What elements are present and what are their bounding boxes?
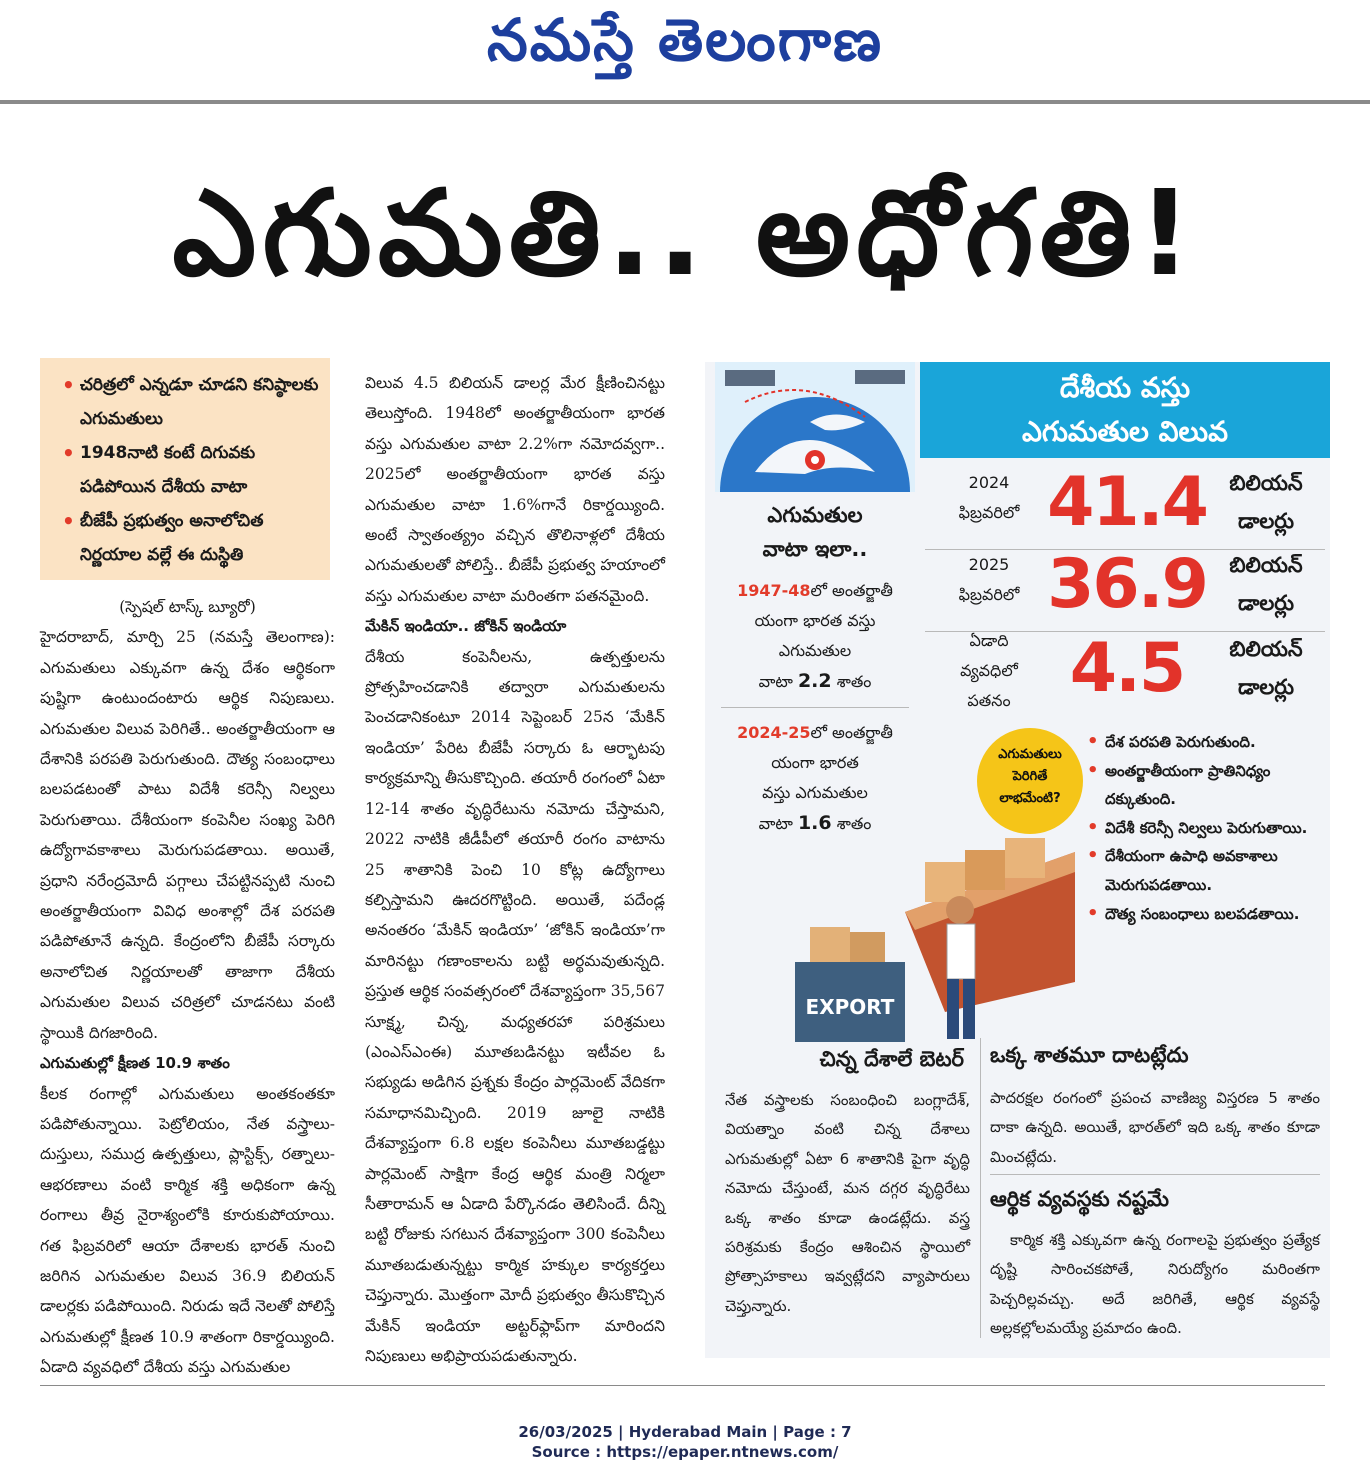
- byline: (స్పెషల్‌ టాస్క్‌ బ్యూరో): [119, 598, 256, 616]
- one-percent-body: పాదరక్షల రంగంలో ప్రపంచ వాణిజ్య విస్తరణ 5 శాతం దాకా ఉన్నది. అయితే, భారత్‌లో ఇది ఒక్క శాతం కూడా మించట్లేదు.: [990, 1089, 1320, 1166]
- infographic-panel: [705, 362, 1330, 1358]
- masthead: [0, 0, 1370, 100]
- one-percent-title: ఒక్క శాతమూ దాటట్లేదు: [990, 1043, 1189, 1067]
- share-text: శాతం: [836, 814, 872, 833]
- small-countries-body: నేత వస్త్రాలకు సంబంధించి బంగ్లాదేశ్‌, వియత్నాం వంటి చిన్న దేశాలు ఎగుమతుల్లో ఏటా 6 శాతానికి పైగా వృద్ధి నమోదు చేస్తుంటే, మన దగ్గర వృద్ధిరేటు ఒక్క శాతం కూడా ఉండట్లేదు. వస్త్ర పరిశ్రమకు కేంద్రం ఆశించిన స్థాయిలో ప్రోత్సాహకాలు ఇవ్వట్లేదని వ్యాపారులు చెప్తున్నారు.: [725, 1091, 970, 1315]
- stat-unit-line: డాలర్లు: [1237, 509, 1295, 533]
- highlights-box: [40, 358, 330, 580]
- infographic-title-line: దేశీయ వస్తు: [1059, 371, 1191, 404]
- footer-rule: [40, 1385, 1325, 1386]
- small-countries-title: చిన్న దేశాలే బెటర్‌: [819, 1047, 964, 1071]
- stat-value: 41.4: [1047, 463, 1207, 542]
- benefit-badge: [977, 728, 1083, 834]
- article-column-2: [365, 368, 665, 1371]
- share-text: వాటా: [758, 814, 793, 833]
- globe-illustration: [715, 362, 915, 492]
- share-percent: 2.2: [797, 670, 832, 692]
- share-year: 2024-25: [737, 723, 811, 742]
- article-paragraph: కీలక రంగాల్లో ఎగుమతులు అంతకంతకూ పడిపోతున్నాయి. పెట్రోలియం, నేత వస్త్రాలు-దుస్తులు, సముద్ర ఉత్పత్తులు, ప్లాస్టిక్స్‌, రత్నాలు-ఆభరణాలు వంటి కార్మిక శక్తి అధికంగా ఉన్న రంగాలు తీవ్ర నైరాశ్యంలోకి కూరుకుపోయాయి. గత ఫిబ్రవరిలో ఆయా దేశాలకు భారత్‌ నుంచి జరిగిన ఎగుమతుల విలువ 36.9 బిలియన్‌ డాలర్లకు పడిపోయింది. నిరుడు ఇదే నెలతో పోలిస్తే ఎగుమతుల్లో క్షీణత 10.9 శాతంగా రికార్డయ్యింది. ఏడాది వ్యవధిలో దేశీయ వస్తు ఎగుమతుల: [40, 1084, 335, 1377]
- share-text: లో అంతర్జాతీ: [810, 581, 893, 600]
- panel-divider: [990, 1174, 1320, 1175]
- export-label: EXPORT: [805, 995, 895, 1019]
- footer-source: Source : https://epaper.ntnews.com/: [531, 1443, 839, 1461]
- stat-label: [939, 468, 1039, 528]
- stat-label-month: ఫిబ్రవరిలో: [958, 585, 1020, 604]
- share-text: లో అంతర్జాతీ: [810, 723, 893, 742]
- stat-row: [925, 624, 1325, 716]
- stat-label: [939, 626, 1039, 716]
- stat-value: 4.5: [1069, 629, 1185, 708]
- stat-unit: [1211, 546, 1321, 622]
- footer: [0, 1422, 1370, 1462]
- footer-date-edition: 26/03/2025 | Hyderabad Main | Page : 7: [518, 1423, 852, 1441]
- article-subhead: ఎగుమతుల్లో క్షీణత 10.9 శాతం: [40, 1054, 230, 1073]
- highlight-item: • చరిత్రలో ఎన్నడూ చూడని కనిష్ఠాలకు ఎగుమతులు: [62, 368, 320, 436]
- stat-row: [925, 540, 1325, 632]
- stat-label-year: 2024: [968, 473, 1010, 492]
- stat-label-line: ఏడాది: [969, 631, 1009, 650]
- badge-line: పెరిగితే: [1012, 769, 1048, 784]
- article-paragraph: హైదరాబాద్‌, మార్చి 25 (నమస్తే తెలంగాణ): ఎగుమతులు ఎక్కువగా ఉన్న దేశం ఆర్థికంగా పుష్టిగా ఉంటుందంటారు ఆర్థిక నిపుణులు. ఎగుమతుల విలువ పెరిగితే.. అంతర్జాతీయంగా ఆ దేశానికి పరపతి పెరుగుతుంది. దౌత్య సంబంధాలు బలపడటంతో పాటు విదేశీ కరెన్సీ నిల్వలు పెరుగుతాయి. దేశీయంగా కంపెనీల సంఖ్య పెరిగి ఉద్యోగావకాశాలు మెరుగుపడతాయి. అయితే, ప్రధాని నరేంద్రమోదీ పగ్గాలు చేపట్టినప్పటి నుంచి అంతర్జాతీయంగా వివిధ అంశాల్లో దేశ పరపతి పడిపోతూనే ఉన్నది. కేంద్రంలోని బీజేపీ సర్కారు అనాలోచిత నిర్ణయాలతో తాజాగా దేశీయ ఎగుమతుల విలువ చరిత్రలో చూడనటు వంటి స్థాయికి దిగజారింది.: [40, 628, 335, 1042]
- benefits-list: [1085, 728, 1325, 928]
- share-title-line: ఎగుమతుల: [767, 503, 863, 527]
- infographic-title-line: ఎగుమతుల విలువ: [1022, 415, 1228, 448]
- stat-label-year: 2025: [968, 555, 1010, 574]
- newspaper-name: నమస్తే తెలంగాణ: [487, 6, 883, 74]
- stat-label-line: వ్యవధిలో: [960, 661, 1018, 680]
- share-section: [715, 492, 915, 839]
- stat-unit-line: బిలియన్‌: [1229, 553, 1303, 577]
- stat-value: 36.9: [1047, 545, 1207, 624]
- share-year: 1947-48: [737, 581, 811, 600]
- headline: ఎగుమతి.. అధోగతి!: [172, 164, 1198, 302]
- panel-divider: [980, 1038, 981, 1338]
- stat-label: [939, 550, 1039, 610]
- badge-line: ఎగుమతులు: [998, 747, 1062, 762]
- share-text: వాటా: [758, 672, 793, 691]
- highlight-item: • బీజేపీ ప్రభుత్వం అనాలోచిత నిర్ణయాల వల్లే ఈ దుస్థితి: [62, 504, 320, 572]
- stat-label-month: ఫిబ్రవరిలో: [958, 503, 1020, 522]
- benefit-item: • అంతర్జాతీయంగా ప్రాతినిధ్యం దక్కుతుంది.: [1085, 757, 1325, 814]
- share-title-line: వాటా ఇలా..: [762, 537, 868, 561]
- share-text: వస్తు ఎగుమతుల: [762, 783, 868, 802]
- infographic-title: [920, 362, 1330, 458]
- masthead-rule: [0, 100, 1370, 104]
- stat-unit-line: డాలర్లు: [1237, 675, 1295, 699]
- stat-unit: [1211, 464, 1321, 540]
- badge-line: లాభమేంటి?: [999, 791, 1061, 806]
- stat-unit-line: డాలర్లు: [1237, 591, 1295, 615]
- benefit-item: • దౌత్య సంబంధాలు బలపడతాయి.: [1085, 900, 1325, 929]
- stat-label-line: పతనం: [967, 691, 1011, 710]
- one-percent-box: [990, 1038, 1320, 1172]
- small-countries-box: [725, 1042, 970, 1321]
- stat-unit-line: బిలియన్‌: [1229, 637, 1303, 661]
- economy-loss-title: ఆర్థిక వ్యవస్థకు నష్టమే: [990, 1187, 1169, 1211]
- article-subhead: మేకిన్‌ ఇండియా.. జోకిన్‌ ఇండియా: [365, 617, 567, 636]
- benefit-item: • దేశ పరపతి పెరుగుతుంది.: [1085, 728, 1325, 757]
- benefit-item: • విదేశీ కరెన్సీ నిల్వలు పెరుగుతాయి.: [1085, 814, 1325, 843]
- share-title: [715, 498, 915, 566]
- share-text: యంగా భారత వస్తు: [754, 611, 876, 630]
- share-divider: [721, 707, 909, 708]
- share-1947: [715, 576, 915, 697]
- article-paragraph: దేశీయ కంపెనీలను, ఉత్పత్తులను ప్రోత్సహించడానికి తద్వారా ఎగుమతులను పెంచడానికంటూ 2014 సెప్టెంబర్‌ 25న ‘మేకిన్‌ ఇండియా’ పేరిట బీజేపీ సర్కారు ఓ ఆర్భాటపు కార్యక్రమాన్ని తీసుకొచ్చింది. తయారీ రంగంలో ఏటా 12-14 శాతం వృద్ధిరేటును నమోదు చేస్తామని, 2022 నాటికి జీడీపీలో తయారీ రంగం వాటాను 25 శాతానికి పెంచి 10 కోట్ల ఉద్యోగాలు కల్పిస్తామని ఊదరగొట్టింది. అయితే, పదేండ్ల అనంతరం ‘మేకిన్‌ ఇండియా’ ‘జోకిన్‌ ఇండియా’గా మారినట్టు గణాంకాలను బట్టి అర్థమవుతున్నది. ప్రస్తుత ఆర్థిక సంవత్సరంలో దేశవ్యాప్తంగా 35,567 సూక్ష్మ, చిన్న, మధ్యతరహా పరిశ్రమలు (ఎంఎస్‌ఎంఈ) మూతబడినట్టు ఇటీవల ఓ సభ్యుడు అడిగిన ప్రశ్నకు కేంద్రం పార్లమెంట్‌ వేదికగా సమాధానమిచ్చింది. 2019 జూలై నాటికి దేశవ్యాప్తంగా 6.8 లక్షల కంపెనీలు మూతబడ్డట్టు పార్లమెంట్‌ సాక్షిగా కేంద్ర ఆర్థిక మంత్రి నిర్మలా సీతారామన్‌ ఆ ఏడాది పేర్కొనడం తెలిసిందే. దీన్ని బట్టి రోజుకు సగటున దేశవ్యాప్తంగా 300 కంపెనీలు మూతబడుతున్నట్టు కార్మిక హక్కుల కార్యకర్తలు చెప్తున్నారు. మొత్తంగా మోదీ ప్రభుత్వం తీసుకొచ్చిన మేకిన్‌ ఇండియా అట్టర్‌ఫ్లాప్‌గా మారిందని నిపుణులు అభిప్రాయపడుతున్నారు.: [365, 647, 665, 1365]
- economy-loss-body: కార్మిక శక్తి ఎక్కువగా ఉన్న రంగాలపై ప్రభుత్వం ప్రత్యేక దృష్టి సారించకపోతే, నిరుద్యోగం మరింతగా పెచ్చరిల్లవచ్చు. అదే జరిగితే, ఆర్థిక వ్యవస్థే అల్లకల్లోలమయ్యే ప్రమాదం ఉంది.: [990, 1231, 1320, 1338]
- share-text: ఎగుమతుల: [778, 641, 852, 660]
- stat-row: [925, 458, 1325, 550]
- share-percent: 1.6: [797, 812, 832, 834]
- stat-unit-line: బిలియన్‌: [1229, 471, 1303, 495]
- benefit-item: • దేశీయంగా ఉపాధి అవకాశాలు మెరుగుపడతాయి.: [1085, 842, 1325, 899]
- article-column-1: [40, 592, 335, 1383]
- highlight-item: • 1948నాటి కంటే దిగువకు పడిపోయిన దేశీయ వాటా: [62, 436, 320, 504]
- stat-unit: [1211, 630, 1321, 706]
- economy-loss-box: [990, 1182, 1320, 1344]
- share-text: యంగా భారత: [771, 753, 859, 772]
- article-paragraph: విలువ 4.5 బిలియన్‌ డాలర్ల మేర క్షీణించినట్టు తెలుస్తోంది. 1948లో అంతర్జాతీయంగా భారత వస్తు ఎగుమతుల వాటా 2.2%గా నమోదవ్వగా.. 2025లో అంతర్జాతీయంగా భారత వస్తు ఎగుమతుల వాటా 1.6%గానే రికార్డయ్యింది. అంటే స్వాతంత్య్రం వచ్చిన తొలినాళ్లలో దేశీయ ఎగుమతులతో పోలిస్తే.. బీజేపీ ప్రభుత్వ హయాంలో వస్తు ఎగుమతుల వాటా మరింతగా పతనమైంది.: [365, 374, 665, 605]
- share-text: శాతం: [836, 672, 872, 691]
